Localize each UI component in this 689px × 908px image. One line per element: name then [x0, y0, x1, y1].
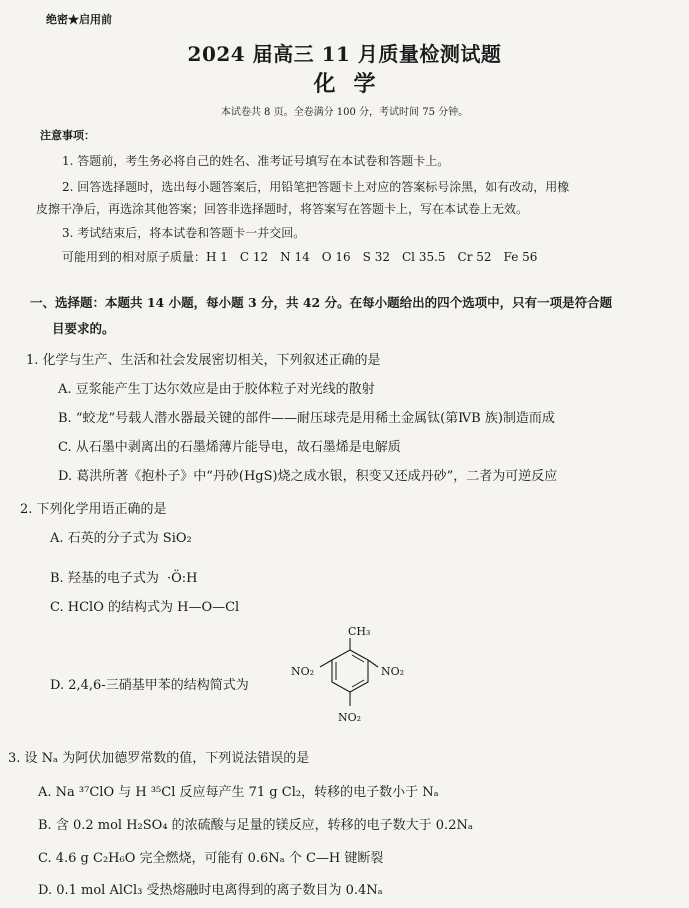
- question-1-stem: 1. 化学与生产、生活和社会发展密切相关，下列叙述正确的是: [26, 353, 381, 368]
- question-3-option-b: B. 含 0.2 mol H₂SO₄ 的浓硫酸与足量的镁反应，转移的电子数大于 0.2Nₐ: [38, 818, 473, 833]
- methyl-label: CH₃: [348, 626, 371, 638]
- question-1-option-a: A. 豆浆能产生丁达尔效应是由于胶体粒子对光线的散射: [58, 382, 375, 397]
- question-2-option-b-text: B. 羟基的电子式为: [50, 571, 159, 586]
- exam-info: 本试卷共 8 页。全卷满分 100 分，考试时间 75 分钟。: [220, 107, 469, 118]
- subject-title: 化学: [313, 71, 394, 97]
- question-3-stem: 3. 设 Nₐ 为阿伏加德罗常数的值，下列说法错误的是: [8, 751, 310, 766]
- benzene-ring: [332, 650, 368, 692]
- nitro-left-label: NO₂: [291, 665, 315, 678]
- note-1: 1. 答题前，考生务必将自己的姓名、准考证号填写在本试卷和答题卡上。: [62, 154, 450, 168]
- nitro-right-bond: [368, 660, 378, 667]
- note-2b: 皮擦干净后，再选涂其他答案；回答非选择题时，将答案写在答题卡上，写在本试卷上无效。: [36, 202, 529, 216]
- nitro-left-bond: [320, 660, 332, 667]
- question-2-option-b: [50, 572, 197, 585]
- question-2-stem: 2. 下列化学用语正确的是: [20, 502, 167, 517]
- note-3: 3. 考试结束后，将本试卷和答题卡一并交回。: [62, 226, 306, 240]
- question-3-option-c: C. 4.6 g C₂H₆O 完全燃烧，可能有 0.6Nₐ 个 C—H 键断裂: [38, 851, 384, 866]
- confidential-tag: 绝密★启用前: [46, 13, 112, 26]
- question-1-option-b: B. “蛟龙”号载人潜水器最关键的部件——耐压球壳是用稀土金属钛(第ⅣB 族)制造而成: [58, 411, 555, 426]
- notes-heading: 注意事项：: [40, 129, 95, 142]
- question-1-option-d: D. 葛洪所著《抱朴子》中“丹砂(HgS)烧之成水银，积变又还成丹砂”，二者为可逆反应: [58, 469, 558, 484]
- section-1-heading: 一、选择题：本题共 14 小题，每小题 3 分，共 42 分。在每小题给出的四个选项中，只有一项是符合题: [30, 295, 613, 310]
- section-1-heading-cont: 目要求的。: [52, 321, 115, 336]
- question-2-option-c: C. HClO 的结构式为 H—O—Cl: [50, 600, 240, 615]
- question-3-option-a: A. Na ³⁷ClO 与 H ³⁵Cl 反应每产生 71 g Cl₂，转移的电子数小于 Nₐ: [38, 785, 439, 800]
- question-2-option-d: D. 2,4,6-三硝基甲苯的结构简式为: [50, 678, 249, 693]
- nitro-right-label: NO₂: [381, 665, 405, 678]
- nitro-bottom-label: NO₂: [338, 711, 362, 724]
- note-2a: 2. 回答选择题时，选出每小题答案后，用铅笔把答题卡上对应的答案标号涂黑，如有改动，用橡: [62, 180, 570, 194]
- atomic-masses: 可能用到的相对原子质量：H 1 C 12 N 14 O 16 S 32 Cl 35.5 Cr 52 Fe 56: [62, 250, 538, 264]
- exam-title: 2024 届高三 11 月质量检测试题: [187, 42, 502, 66]
- question-2-option-a: A. 石英的分子式为 SiO₂: [50, 531, 192, 546]
- question-3-option-d: D. 0.1 mol AlCl₃ 受热熔融时电离得到的离子数目为 0.4Nₐ: [38, 883, 383, 898]
- question-1-option-c: C. 从石墨中剥离出的石墨烯薄片能导电，故石墨烯是电解质: [58, 440, 401, 455]
- double-bond-1: [352, 655, 364, 662]
- tnt-structure-diagram: [286, 626, 416, 738]
- double-bond-2: [352, 680, 364, 687]
- hydroxyl-electron-formula: ·Ö:H: [166, 571, 198, 586]
